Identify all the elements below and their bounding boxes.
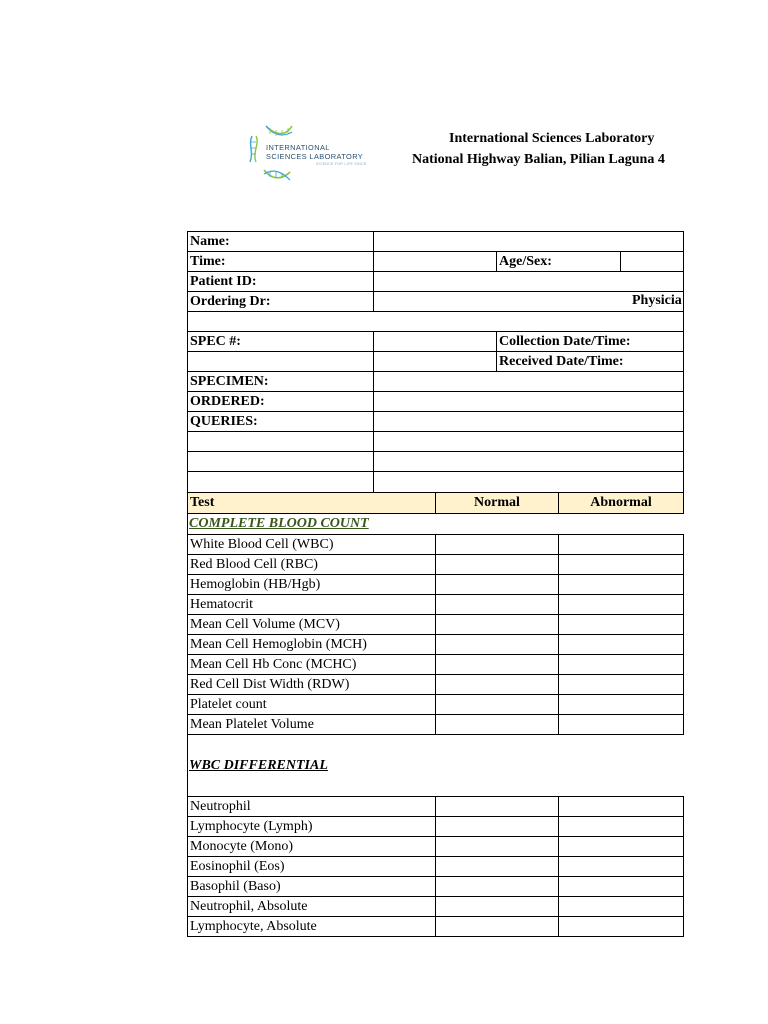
lab-logo	[246, 122, 374, 184]
age-sex-label: Age/Sex:	[496, 251, 621, 272]
wbc-abnormal-cell[interactable]	[558, 856, 684, 877]
spec-blank	[187, 351, 374, 372]
spec-label: SPEC #:	[187, 331, 374, 352]
cbc-abnormal-cell[interactable]	[558, 574, 684, 595]
queries-field-3[interactable]	[373, 451, 684, 472]
cbc-abnormal-cell[interactable]	[558, 654, 684, 675]
queries-field-4[interactable]	[373, 471, 684, 493]
cbc-section-title: COMPLETE BLOOD COUNT	[189, 516, 369, 531]
cbc-abnormal-cell[interactable]	[558, 674, 684, 695]
cbc-normal-cell[interactable]	[435, 714, 559, 735]
queries-label: QUERIES:	[187, 411, 374, 432]
cbc-test-name: Mean Cell Hb Conc (MCHC)	[187, 654, 436, 675]
logo-tagline: SCIENCE FOR LIFE SINCE	[316, 162, 367, 166]
cbc-abnormal-cell[interactable]	[558, 634, 684, 655]
queries-field-2[interactable]	[373, 431, 684, 452]
queries-blank-2	[187, 451, 374, 472]
wbc-normal-cell[interactable]	[435, 856, 559, 877]
wbc-normal-cell[interactable]	[435, 876, 559, 897]
ordered-field[interactable]	[373, 391, 684, 412]
cbc-test-name: Platelet count	[187, 694, 436, 715]
cbc-test-name: Hematocrit	[187, 594, 436, 615]
cbc-normal-cell[interactable]	[435, 694, 559, 715]
patient-id-label: Patient ID:	[187, 271, 374, 292]
wbc-abnormal-cell[interactable]	[558, 876, 684, 897]
cbc-normal-cell[interactable]	[435, 534, 559, 555]
cbc-abnormal-cell[interactable]	[558, 694, 684, 715]
cbc-normal-cell[interactable]	[435, 654, 559, 675]
lab-address: National Highway Balian, Pilian Laguna 4	[412, 152, 665, 167]
wbc-test-name: Neutrophil	[187, 796, 436, 817]
spacer-row	[187, 311, 684, 332]
cbc-abnormal-cell[interactable]	[558, 534, 684, 555]
wbc-abnormal-cell[interactable]	[558, 916, 684, 937]
wbc-test-name: Monocyte (Mono)	[187, 836, 436, 857]
wbc-normal-cell[interactable]	[435, 896, 559, 917]
collection-label: Collection Date/Time:	[496, 331, 684, 352]
cbc-normal-cell[interactable]	[435, 594, 559, 615]
cbc-normal-cell[interactable]	[435, 634, 559, 655]
cbc-abnormal-cell[interactable]	[558, 714, 684, 735]
cbc-abnormal-cell[interactable]	[558, 594, 684, 615]
ordered-label: ORDERED:	[187, 391, 374, 412]
cbc-test-name: Mean Platelet Volume	[187, 714, 436, 735]
age-sex-field[interactable]	[620, 251, 684, 272]
queries-blank-1	[187, 431, 374, 452]
column-normal: Normal	[435, 492, 559, 514]
wbc-abnormal-cell[interactable]	[558, 896, 684, 917]
wbc-abnormal-cell[interactable]	[558, 836, 684, 857]
spec-field-2[interactable]	[373, 351, 497, 372]
time-label: Time:	[187, 251, 374, 272]
column-test: Test	[187, 492, 436, 514]
cbc-test-name: Mean Cell Hemoglobin (MCH)	[187, 634, 436, 655]
specimen-field[interactable]	[373, 371, 684, 392]
cbc-test-name: White Blood Cell (WBC)	[187, 534, 436, 555]
cbc-abnormal-cell[interactable]	[558, 554, 684, 575]
wbc-test-name: Lymphocyte, Absolute	[187, 916, 436, 937]
logo-line-1: INTERNATIONAL	[266, 143, 330, 152]
cbc-test-name: Mean Cell Volume (MCV)	[187, 614, 436, 635]
queries-field-1[interactable]	[373, 411, 684, 432]
wbc-test-name: Lymphocyte (Lymph)	[187, 816, 436, 837]
queries-blank-3	[187, 471, 374, 493]
column-abnormal: Abnormal	[558, 492, 684, 514]
spec-field[interactable]	[373, 331, 497, 352]
wbc-abnormal-cell[interactable]	[558, 816, 684, 837]
patient-id-field[interactable]	[373, 271, 684, 292]
logo-line-2: SCIENCES LABORATORY	[266, 152, 364, 161]
time-field[interactable]	[373, 251, 497, 272]
wbc-normal-cell[interactable]	[435, 916, 559, 937]
physician-label: Physicia	[632, 293, 682, 308]
wbc-section-title: WBC DIFFERENTIAL	[189, 758, 328, 773]
cbc-normal-cell[interactable]	[435, 554, 559, 575]
cbc-test-name: Red Blood Cell (RBC)	[187, 554, 436, 575]
lab-name: International Sciences Laboratory	[449, 131, 655, 146]
wbc-test-name: Eosinophil (Eos)	[187, 856, 436, 877]
cbc-normal-cell[interactable]	[435, 574, 559, 595]
specimen-label: SPECIMEN:	[187, 371, 374, 392]
name-field[interactable]	[373, 231, 684, 252]
name-label: Name:	[187, 231, 374, 252]
wbc-test-name: Neutrophil, Absolute	[187, 896, 436, 917]
cbc-normal-cell[interactable]	[435, 614, 559, 635]
received-label: Received Date/Time:	[496, 351, 684, 372]
wbc-normal-cell[interactable]	[435, 836, 559, 857]
wbc-normal-cell[interactable]	[435, 816, 559, 837]
ordering-dr-label: Ordering Dr:	[187, 291, 374, 312]
wbc-test-name: Basophil (Baso)	[187, 876, 436, 897]
cbc-normal-cell[interactable]	[435, 674, 559, 695]
cbc-abnormal-cell[interactable]	[558, 614, 684, 635]
wbc-abnormal-cell[interactable]	[558, 796, 684, 817]
cbc-test-name: Hemoglobin (HB/Hgb)	[187, 574, 436, 595]
wbc-normal-cell[interactable]	[435, 796, 559, 817]
cbc-test-name: Red Cell Dist Width (RDW)	[187, 674, 436, 695]
